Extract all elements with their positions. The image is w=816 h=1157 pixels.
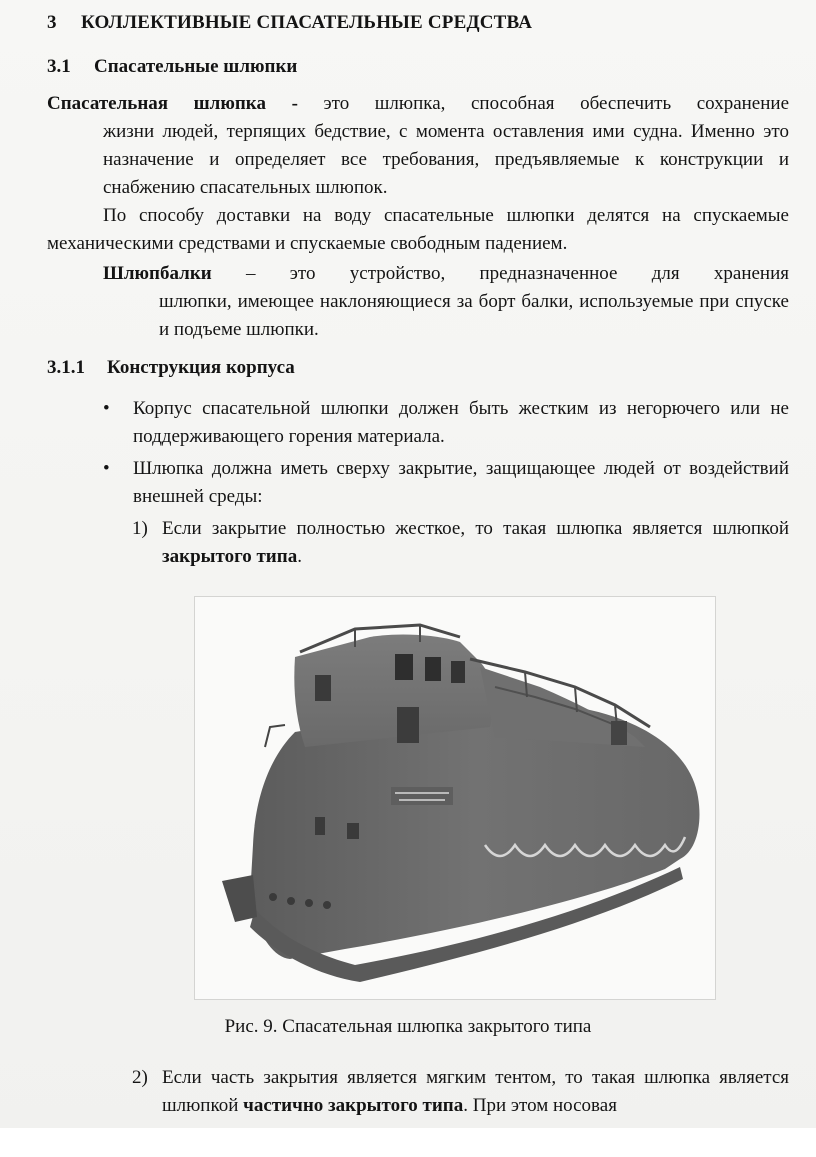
numbered-item-bold-term: частично закрытого типа: [243, 1095, 464, 1116]
numbered-item-bold-term: закрытого типа: [162, 546, 298, 567]
definition-davits-dash: –: [246, 263, 256, 284]
numbered-item-2: [132, 1064, 789, 1120]
section-number: 3: [47, 12, 57, 33]
bullet-text: Корпус спасательной шлюпки должен быть жестким из негорючего или не поддерживающего горения материала.: [133, 398, 789, 447]
numbered-item-text-before: Если закрытие полностью жесткое, то такая шлюпка является шлюпкой: [162, 518, 789, 539]
definition-davits-first-text: это устройство, предназначенное для хранения: [289, 263, 790, 284]
numbered-item-text: [132, 1064, 789, 1120]
numbered-item-1: [132, 515, 789, 571]
definition-davits-first-line: [103, 260, 789, 288]
numbered-item-marker: 1): [132, 518, 148, 539]
bullet-item: [103, 455, 789, 511]
launching-paragraph: По способу доставки на воду спасательные шлюпки делятся на спускаемые механическими средствами и спускаемые свободным падением.: [47, 205, 789, 254]
definition-lifeboat-continuation: жизни людей, терпящих бедствие, с момента оставления ими судна. Именно это назначение и определяет все требования, предъявляемые к конструкции и снабжению спасательных шлюпок.: [103, 121, 789, 198]
figure-caption: Рис. 9. Спасательная шлюпка закрытого типа: [224, 1016, 592, 1037]
bullet-item: [103, 395, 789, 451]
subsubsection-number: 3.1.1: [47, 357, 85, 378]
numbered-item-text: [132, 515, 789, 571]
bullet-marker: •: [103, 398, 110, 419]
subsection-heading: [47, 56, 297, 78]
definition-lifeboat-term: Спасательная шлюпка: [47, 93, 266, 114]
subsubsection-title: Конструкция корпуса: [107, 357, 295, 378]
numbered-item-text-before: Если часть закрытия является мягким тентом, то такая шлюпка является шлюпкой: [162, 1067, 789, 1116]
definition-davits: [103, 260, 789, 344]
section-title: КОЛЛЕКТИВНЫЕ СПАСАТЕЛЬНЫЕ СРЕДСТВА: [81, 12, 533, 33]
definition-davits-continuation: шлюпки, имеющее наклоняющиеся за борт балки, используемые при спуске и подъеме шлюпки.: [159, 291, 789, 340]
definition-lifeboat-first-line: [47, 90, 789, 118]
figure-lifeboat-photo: [194, 596, 716, 1000]
definition-davits-term: Шлюпбалки: [103, 263, 212, 284]
subsubsection-heading: [47, 357, 295, 379]
definition-lifeboat: [47, 90, 789, 202]
bullet-text: Шлюпка должна иметь сверху закрытие, защищающее людей от воздействий внешней среды:: [133, 458, 789, 507]
lifeboat-illustration: [195, 597, 715, 999]
numbered-item-text-after: .: [297, 546, 302, 567]
definition-lifeboat-first-text: это шлюпка, способная обеспечить сохранение: [323, 93, 790, 114]
numbered-item-marker: 2): [132, 1067, 148, 1088]
page-bottom-margin: [0, 1128, 816, 1157]
bullet-marker: •: [103, 458, 110, 479]
numbered-item-text-after: . При этом носовая: [463, 1095, 617, 1116]
section-heading: [47, 12, 532, 34]
subsection-title: Спасательные шлюпки: [94, 56, 298, 77]
definition-lifeboat-dash: -: [291, 93, 298, 114]
subsection-number: 3.1: [47, 56, 71, 77]
